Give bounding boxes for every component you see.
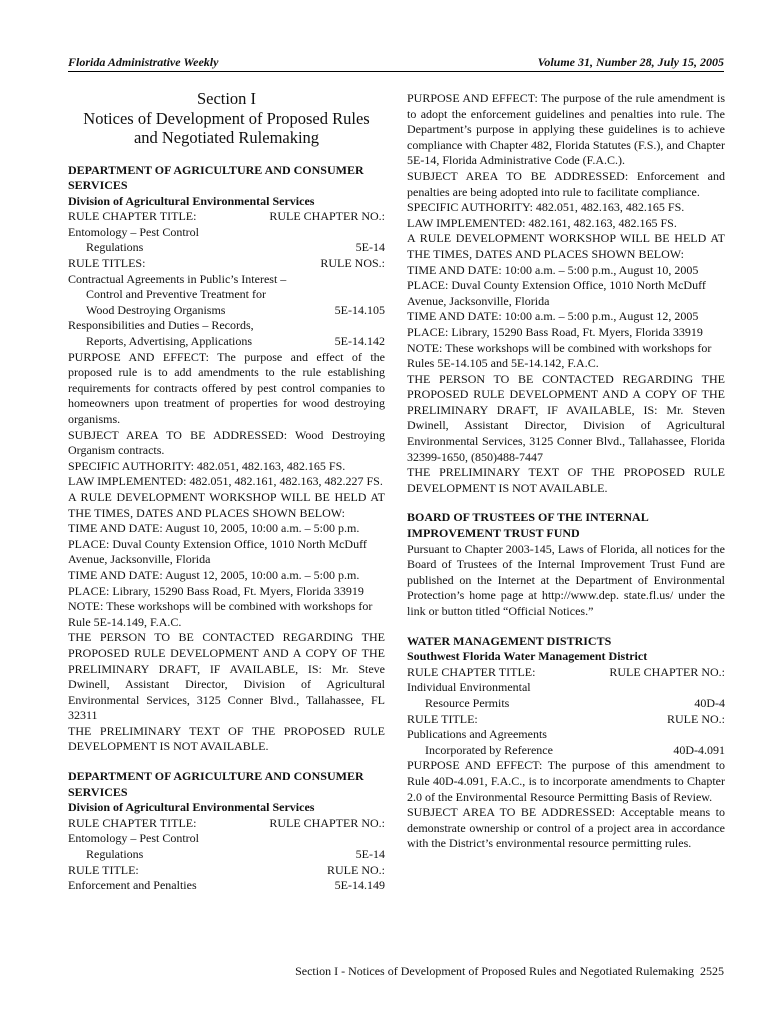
footer-section-text: Section I - Notices of Development of Proposed Rules and Negotiated Rulemaking <box>295 964 694 978</box>
rule-titles-labels <box>68 256 385 272</box>
workshop-time-2: TIME AND DATE: August 12, 2005, 10:00 a.m. – 5:00 p.m. <box>68 567 360 582</box>
trustees-paragraph: Pursuant to Chapter 2003-145, Laws of Florida, all notices for the Board of Trustees of the Internal Improvement Trust Fund are published on the Internet at the Department of Environmental Protection’s home page at http://www.dep. state.fl.us/ under the link or button titled “Official Notices.” <box>407 541 725 618</box>
rule-number: 5E-14.149 <box>334 878 385 893</box>
rule2-title-line1: Responsibilities and Duties – Records, <box>68 318 254 333</box>
chapter-title-line2: Regulations <box>86 847 144 862</box>
subject-paragraph: SUBJECT AREA TO BE ADDRESSED: Acceptable means to demonstrate ownership or control of a project area in accordance with the District’s environmental resource permitting rules. <box>407 805 725 851</box>
rule1-title-line3: Wood Destroying Organisms <box>86 302 226 317</box>
section-title-line1: Section I <box>196 89 257 108</box>
purpose-paragraph: PURPOSE AND EFFECT: The purpose and effect of the proposed rule is to add amendments to the rule establishing requirements for contracts offered by pest control companies to homeowners upon treatment of properties for wood destroying organisms. <box>68 349 385 426</box>
header-rule <box>68 71 724 72</box>
law-paragraph: LAW IMPLEMENTED: 482.161, 482.163, 482.165 FS. <box>407 215 677 230</box>
chapter-title-row <box>68 240 385 256</box>
notice-gap <box>407 620 725 634</box>
workshop-place-1: PLACE: Duval County Extension Office, 1010 North McDuff Avenue, Jacksonville, Florida <box>68 536 367 567</box>
rule-row <box>68 878 385 894</box>
rule-chapter-no-label: RULE CHAPTER NO.: <box>269 815 385 830</box>
contact-paragraph: THE PERSON TO BE CONTACTED REGARDING THE PROPOSED RULE DEVELOPMENT AND A COPY OF THE PRELIMINARY DRAFT, IF AVAILABLE, IS: Mr. Steven Dwinell, Assistant Director, Division of Agricultural Environmental Services, 3125 Conner Blvd., Tallahassee, Florida 32399-1650, (850)488-7447 <box>407 371 725 464</box>
right-column <box>407 91 725 852</box>
rule-title-label: RULE TITLE: <box>68 862 139 877</box>
chapter-number: 5E-14 <box>355 240 385 255</box>
department-heading: BOARD OF TRUSTEES OF THE INTERNAL IMPROVEMENT TRUST FUND <box>407 510 649 541</box>
rule-chapter-title-label: RULE CHAPTER TITLE: <box>68 815 197 830</box>
division-heading: Division of Agricultural Environmental Services <box>68 800 315 815</box>
authority-paragraph: SPECIFIC AUTHORITY: 482.051, 482.163, 482.165 FS. <box>68 458 346 473</box>
chapter-title-row <box>407 696 725 712</box>
section-title <box>68 89 385 148</box>
rule-titles-label: RULE TITLES: <box>68 256 146 271</box>
department-heading: DEPARTMENT OF AGRICULTURE AND CONSUMER SERVICES <box>68 769 364 799</box>
rule-no-label: RULE NO.: <box>667 711 725 726</box>
rule-title-labels <box>407 712 725 728</box>
chapter-title-line1: Entomology – Pest Control <box>68 831 200 846</box>
rule-chapter-labels <box>68 816 385 832</box>
chapter-title-row <box>68 847 385 863</box>
workshop-paragraph: A RULE DEVELOPMENT WORKSHOP WILL BE HELD AT THE TIMES, DATES AND PLACES SHOWN BELOW: <box>68 489 385 520</box>
notice-water-management <box>407 634 725 852</box>
rule1-title-line1: Contractual Agreements in Public’s Interest – <box>68 271 287 286</box>
rule-row <box>407 743 725 759</box>
department-heading: WATER MANAGEMENT DISTRICTS <box>407 633 612 648</box>
department-heading: DEPARTMENT OF AGRICULTURE AND CONSUMER SERVICES <box>68 162 364 193</box>
chapter-title-line1: Individual Environmental <box>407 680 531 695</box>
contact-paragraph: THE PERSON TO BE CONTACTED REGARDING THE PROPOSED RULE DEVELOPMENT AND A COPY OF THE PRELIMINARY DRAFT, IF AVAILABLE, IS: Mr. Steve Dwinell, Assistant Director, Division of Agricultural Environmental Services, 3125 Conner Blvd., Tallahassee, FL 32311 <box>68 630 385 723</box>
rule-number: 40D-4.091 <box>673 742 725 757</box>
rule2-number: 5E-14.142 <box>334 334 385 349</box>
rule-nos-label: RULE NOS.: <box>320 256 385 271</box>
issue-info: Volume 31, Number 28, July 15, 2005 <box>537 55 724 69</box>
rule-chapter-no-label: RULE CHAPTER NO.: <box>269 209 385 224</box>
workshop-time-2: TIME AND DATE: 10:00 a.m. – 5:00 p.m., August 12, 2005 <box>407 309 699 324</box>
rule-chapter-title-label: RULE CHAPTER TITLE: <box>68 209 197 224</box>
publication-title: Florida Administrative Weekly <box>68 55 219 69</box>
note-paragraph: NOTE: These workshops will be combined with workshops for Rule 5E-14.149, F.A.C. <box>68 599 373 629</box>
preliminary-paragraph: THE PRELIMINARY TEXT OF THE PROPOSED RULE DEVELOPMENT IS NOT AVAILABLE. <box>68 723 385 754</box>
rule-chapter-labels <box>68 209 385 225</box>
chapter-title-line2: Resource Permits <box>425 695 510 710</box>
rule1-number: 5E-14.105 <box>334 302 385 317</box>
purpose-paragraph: PURPOSE AND EFFECT: The purpose of this amendment to Rule 40D-4.091, F.A.C., is to incorporate amendments to Chapter 2.0 of the Environmental Resource Permitting Basis of Review. <box>407 758 725 804</box>
notice-wood-destroying <box>68 163 385 756</box>
purpose-paragraph: PURPOSE AND EFFECT: The purpose of the rule amendment is to adopt the enforcement guidelines and penalties into rule. The Department’s purpose in applying these guidelines is to achieve compliance with Chapter 482, Florida Statutes (F.S.), and Chapter 5E-14, Florida Administrative Code (F.A.C.). <box>407 91 725 168</box>
rule1-title-line2: Control and Preventive Treatment for <box>86 287 266 302</box>
rule-title: Enforcement and Penalties <box>68 878 197 893</box>
page-footer <box>295 964 724 979</box>
rule2-title-line2: Reports, Advertising, Applications <box>86 334 252 349</box>
rule2-row <box>68 334 385 350</box>
workshop-place-2: PLACE: Library, 15290 Bass Road, Ft. Myers, Florida 33919 <box>68 583 364 598</box>
rule-chapter-title-label: RULE CHAPTER TITLE: <box>407 664 536 679</box>
authority-paragraph: SPECIFIC AUTHORITY: 482.051, 482.163, 482.165 FS. <box>407 200 685 215</box>
notice-enforcement-continued <box>407 91 725 496</box>
notice-trustees <box>407 510 725 619</box>
workshop-time-1: TIME AND DATE: 10:00 a.m. – 5:00 p.m., August 10, 2005 <box>407 262 699 277</box>
rule-title-line2: Incorporated by Reference <box>425 742 553 757</box>
chapter-number: 40D-4 <box>694 695 725 710</box>
rule-title-label: RULE TITLE: <box>407 711 478 726</box>
preliminary-paragraph: THE PRELIMINARY TEXT OF THE PROPOSED RULE DEVELOPMENT IS NOT AVAILABLE. <box>407 465 725 495</box>
notice-enforcement <box>68 769 385 894</box>
rule-title-line1: Publications and Agreements <box>407 727 547 742</box>
rule-title-labels <box>68 863 385 879</box>
running-header <box>68 55 724 71</box>
chapter-number: 5E-14 <box>355 847 385 862</box>
note-paragraph: NOTE: These workshops will be combined with workshops for Rules 5E-14.105 and 5E-14.142, F.A.C. <box>407 340 712 371</box>
chapter-title-line1: Entomology – Pest Control <box>68 224 200 239</box>
section-title-line2: Notices of Development of Proposed Rules <box>83 108 370 128</box>
workshop-place-2: PLACE: Library, 15290 Bass Road, Ft. Myers, Florida 33919 <box>407 324 703 339</box>
notice-gap <box>407 496 725 510</box>
law-paragraph: LAW IMPLEMENTED: 482.051, 482.161, 482.163, 482.227 FS. <box>68 474 383 489</box>
page-number: 2525 <box>700 964 724 978</box>
rule-chapter-labels <box>407 665 725 681</box>
workshop-paragraph: A RULE DEVELOPMENT WORKSHOP WILL BE HELD AT THE TIMES, DATES AND PLACES SHOWN BELOW: <box>407 231 725 261</box>
workshop-place-1: PLACE: Duval County Extension Office, 1010 North McDuff Avenue, Jacksonville, Florida <box>407 278 706 308</box>
section-title-line3: and Negotiated Rulemaking <box>133 128 320 147</box>
chapter-title-line2: Regulations <box>86 240 144 255</box>
rule-chapter-no-label: RULE CHAPTER NO.: <box>609 664 725 679</box>
division-heading: Southwest Florida Water Management District <box>407 649 648 664</box>
rule-no-label: RULE NO.: <box>327 862 385 877</box>
left-column <box>68 89 385 894</box>
subject-paragraph: SUBJECT AREA TO BE ADDRESSED: Enforcement and penalties are being adopted into rule to facilitate compliance. <box>407 168 725 199</box>
division-heading: Division of Agricultural Environmental Services <box>68 193 315 208</box>
workshop-time-1: TIME AND DATE: August 10, 2005, 10:00 a.m. – 5:00 p.m. <box>68 521 360 536</box>
subject-paragraph: SUBJECT AREA TO BE ADDRESSED: Wood Destroying Organism contracts. <box>68 427 385 458</box>
notice-gap <box>68 755 385 769</box>
rule1-row <box>68 303 385 319</box>
